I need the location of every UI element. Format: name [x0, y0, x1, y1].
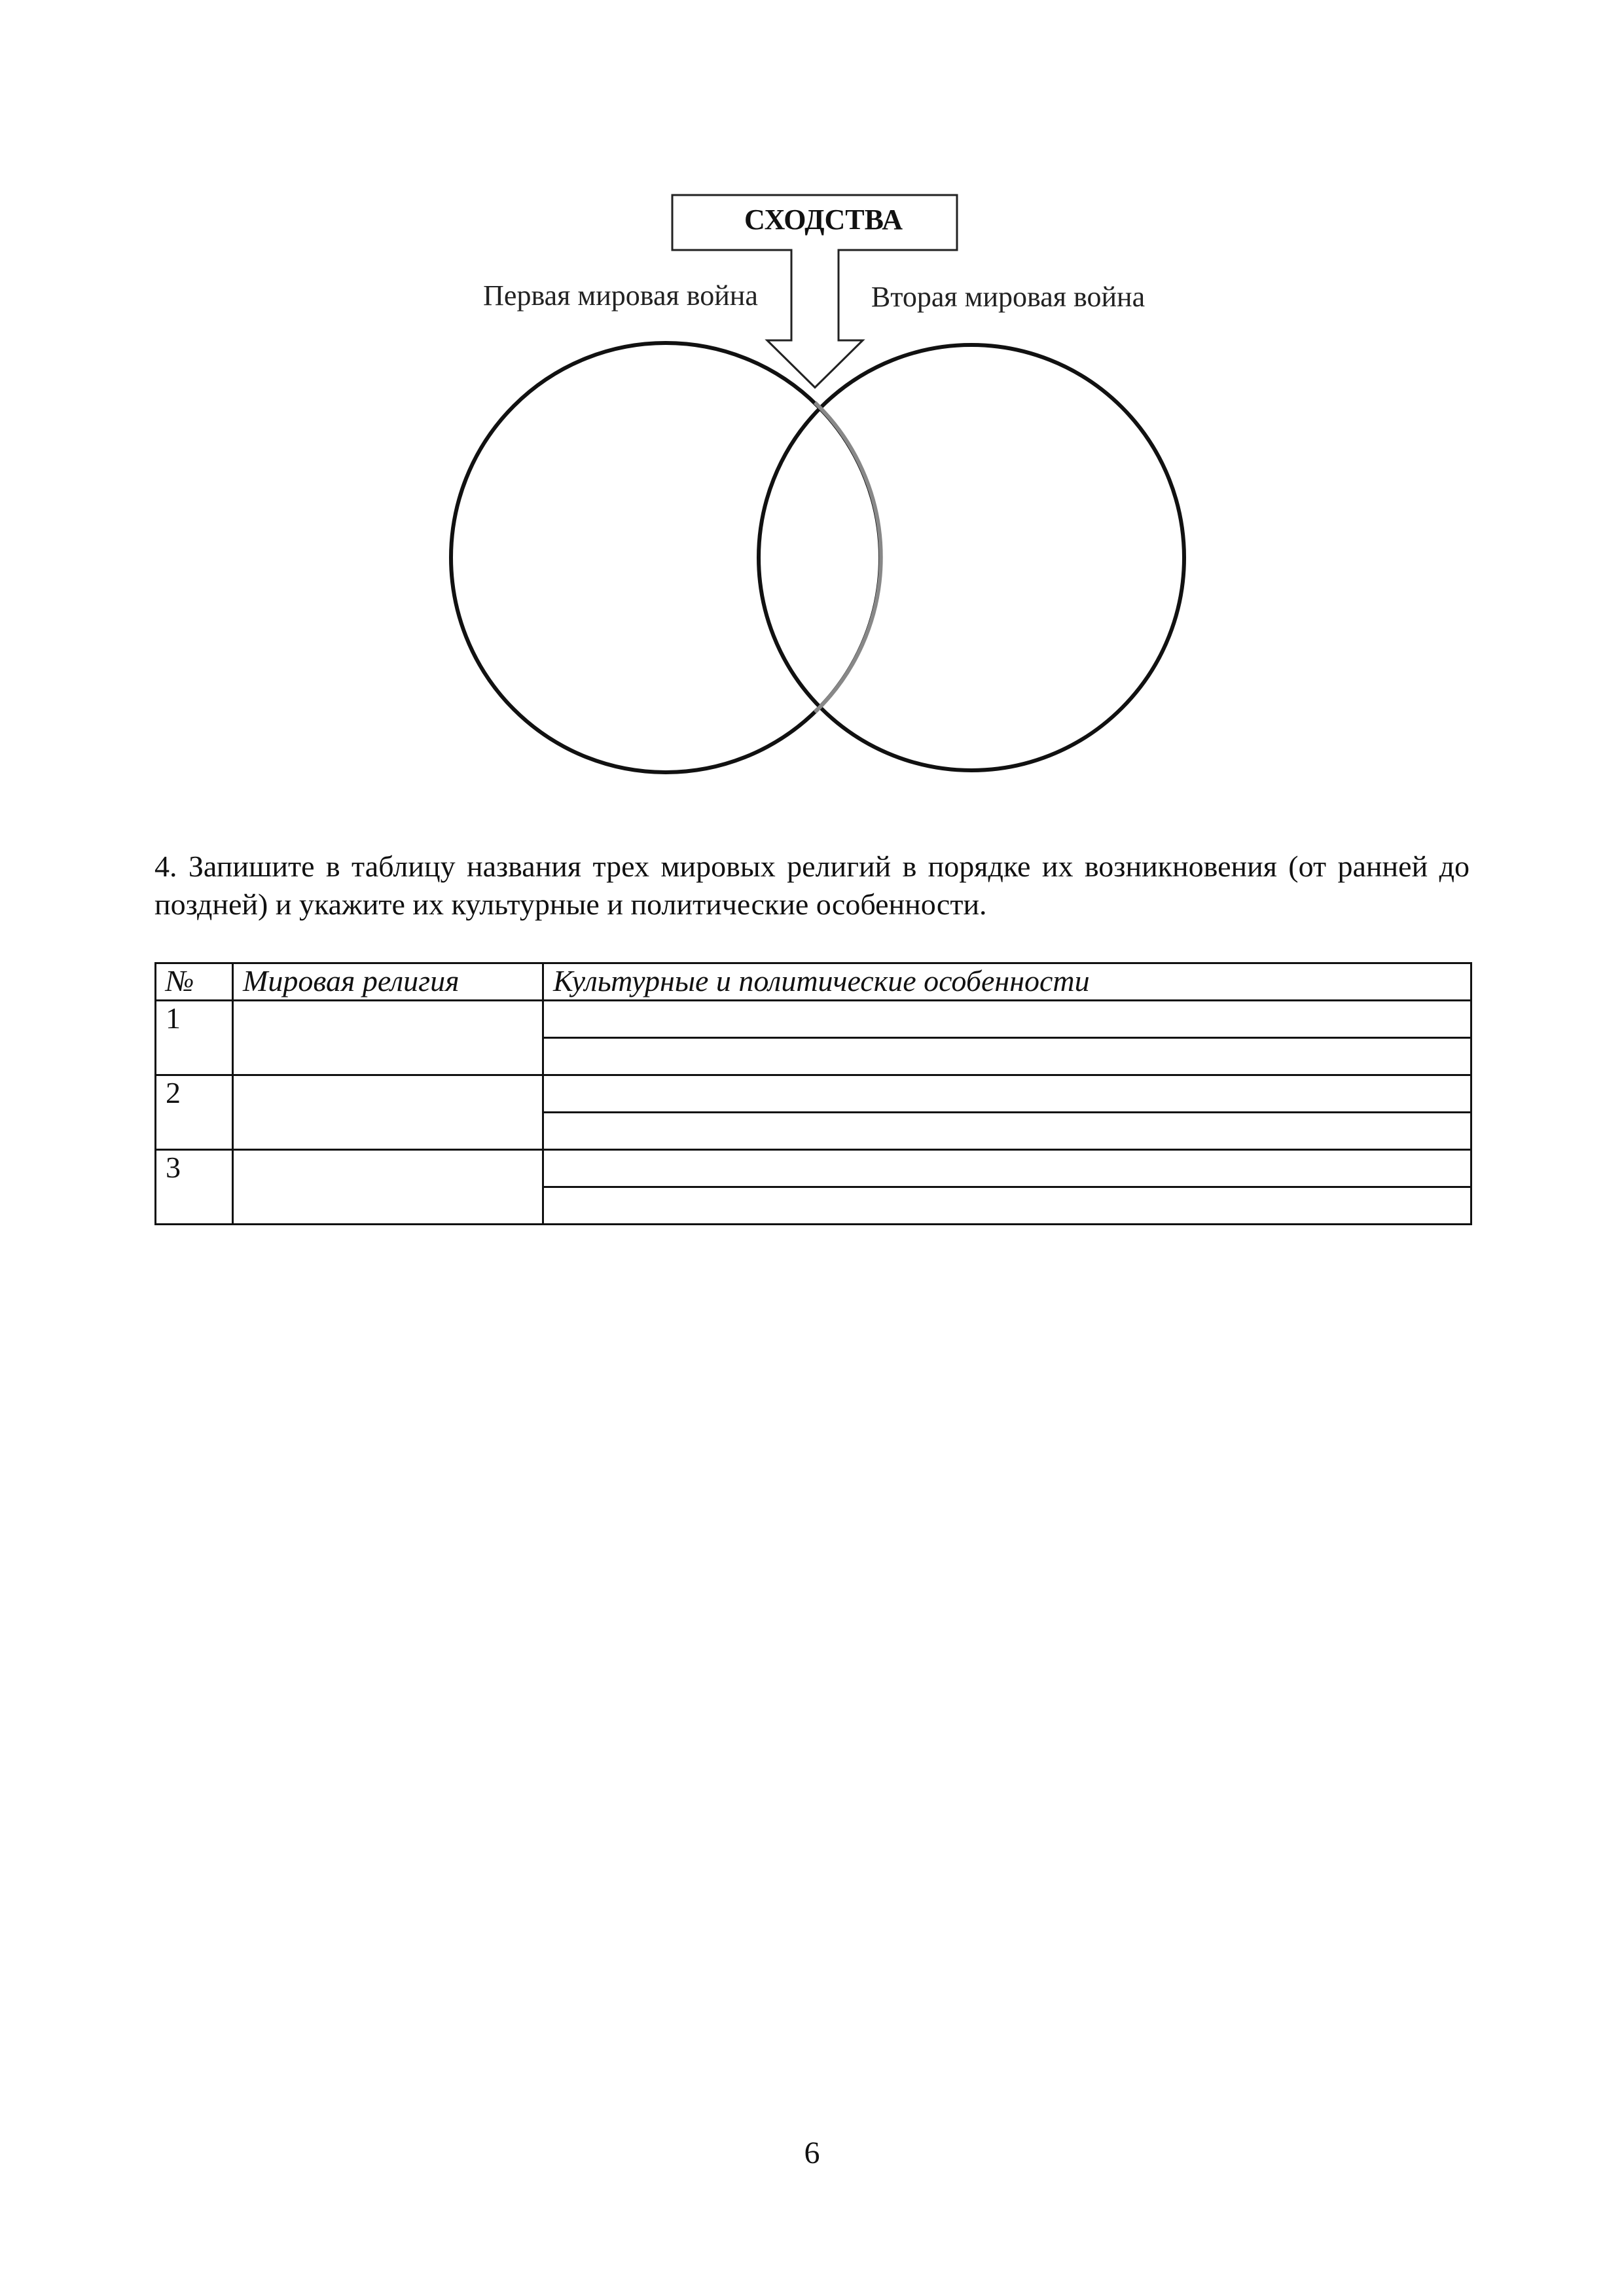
header-religion: Мировая религия — [233, 963, 543, 1001]
ww1-circle — [451, 343, 880, 772]
features-cell[interactable] — [543, 1150, 1471, 1187]
features-cell[interactable] — [543, 1001, 1471, 1038]
question-4-text: 4. Запишите в таблицу названия трех мировых религий в порядке их возникновения (от ранней до поздней) и укажите их культурные и политические особенности. — [154, 850, 1470, 921]
intersection-arc — [815, 403, 881, 712]
table-row — [156, 1001, 1471, 1038]
features-cell[interactable] — [543, 1075, 1471, 1113]
header-number: № — [156, 963, 233, 1001]
religion-cell[interactable] — [233, 1001, 543, 1075]
header-features: Культурные и политические особенности — [543, 963, 1471, 1001]
venn-diagram — [0, 0, 1624, 785]
table-header-row — [156, 963, 1471, 1001]
features-cell[interactable] — [543, 1187, 1471, 1225]
religion-cell[interactable] — [233, 1075, 543, 1150]
religion-cell[interactable] — [233, 1150, 543, 1225]
ww2-label: Вторая мировая война — [871, 281, 1146, 313]
table-row — [156, 1075, 1471, 1113]
table-row — [156, 1150, 1471, 1187]
row-number: 2 — [156, 1075, 233, 1150]
page-number: 6 — [804, 2136, 820, 2170]
ww1-label: Первая мировая война — [483, 279, 758, 312]
row-number: 3 — [156, 1150, 233, 1225]
row-number: 1 — [156, 1001, 233, 1075]
similarities-label: СХОДСТВА — [744, 204, 903, 236]
features-cell[interactable] — [543, 1113, 1471, 1150]
features-cell[interactable] — [543, 1038, 1471, 1075]
religions-table — [154, 962, 1472, 1225]
